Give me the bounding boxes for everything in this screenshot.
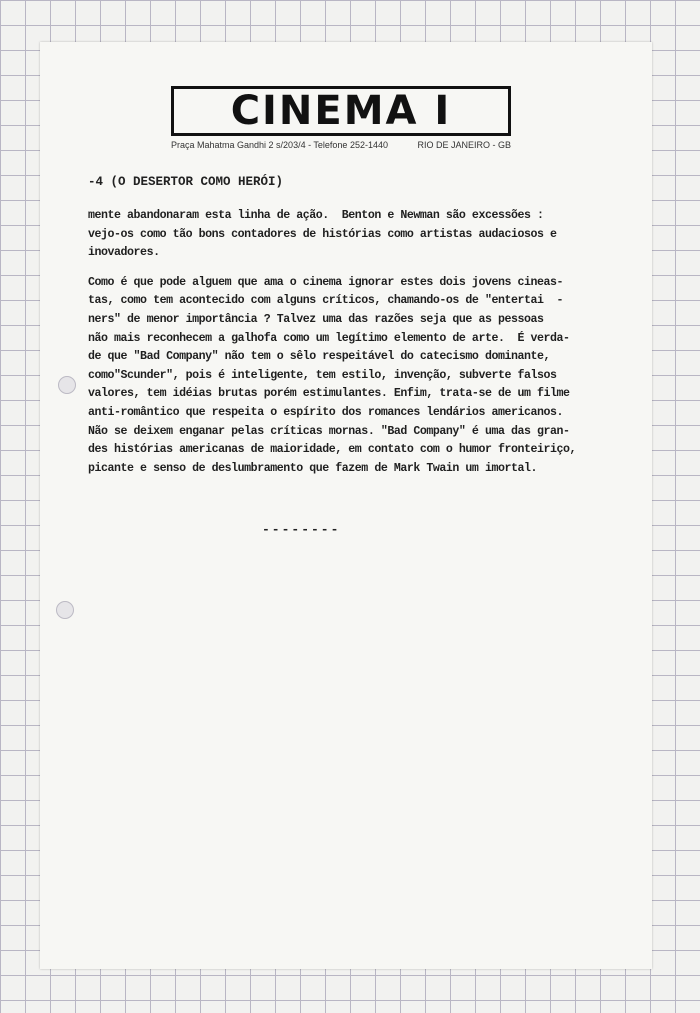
logo-text: CINEMA I [230, 88, 452, 134]
paragraph-2-line: anti-romântico que respeita o espírito dos romances lendários americanos. [88, 405, 564, 419]
paragraph-2-line: valores, tem idéias brutas porém estimulantes. Enfim, trata-se de um filme [88, 387, 570, 401]
paragraph-2-line: tas, como tem acontecido com alguns críticos, chamando-os de "entertai - [88, 294, 564, 308]
address: Praça Mahatma Gandhi 2 s/203/4 - Telefone 252-1440 [171, 140, 388, 150]
letterhead [171, 86, 511, 150]
paragraph-1-line: mente abandonaram esta linha de ação. Benton e Newman são excessões : [88, 209, 544, 222]
punch-hole-top [58, 376, 76, 394]
body-text [88, 207, 648, 478]
city: RIO DE JANEIRO - GB [417, 140, 511, 150]
paragraph-2-line: ners" de menor importância ? Talvez uma das razões seja que as pessoas [88, 312, 544, 326]
paragraph-2-line: picante e senso de deslumbramento que fazem de Mark Twain um imortal. [88, 461, 538, 475]
paragraph-2-line: Como é que pode alguem que ama o cinema ignorar estes dois jovens cineas- [88, 275, 564, 289]
paragraph-2-line: como"Scunder", pois é inteligente, tem estilo, invenção, subverte falsos [88, 368, 557, 382]
document-page [40, 42, 652, 969]
paragraph-2-line: não mais reconhecem a galhofa como um legítimo elemento de arte. É verda- [88, 331, 570, 345]
page-header: -4 (O DESERTOR COMO HERÓI) [88, 175, 284, 189]
closing-dashes: -------- [262, 522, 341, 537]
logo-box [171, 86, 511, 136]
paragraph-2-line: de que "Bad Company" não tem o sêlo respeitável do catecismo dominante, [88, 350, 551, 364]
punch-hole-bottom [56, 601, 74, 619]
address-line [171, 140, 511, 150]
paragraph-2-line: Não se deixem enganar pelas críticas mornas. "Bad Company" é uma das gran- [88, 424, 570, 438]
paragraph-1-line: inovadores. [88, 246, 160, 260]
paragraph-2-line: des histórias americanas de maioridade, em contato com o humor fronteiriço, [88, 443, 577, 457]
paragraph-1-line: vejo-os como tão bons contadores de histórias como artistas audaciosos e [88, 227, 557, 241]
